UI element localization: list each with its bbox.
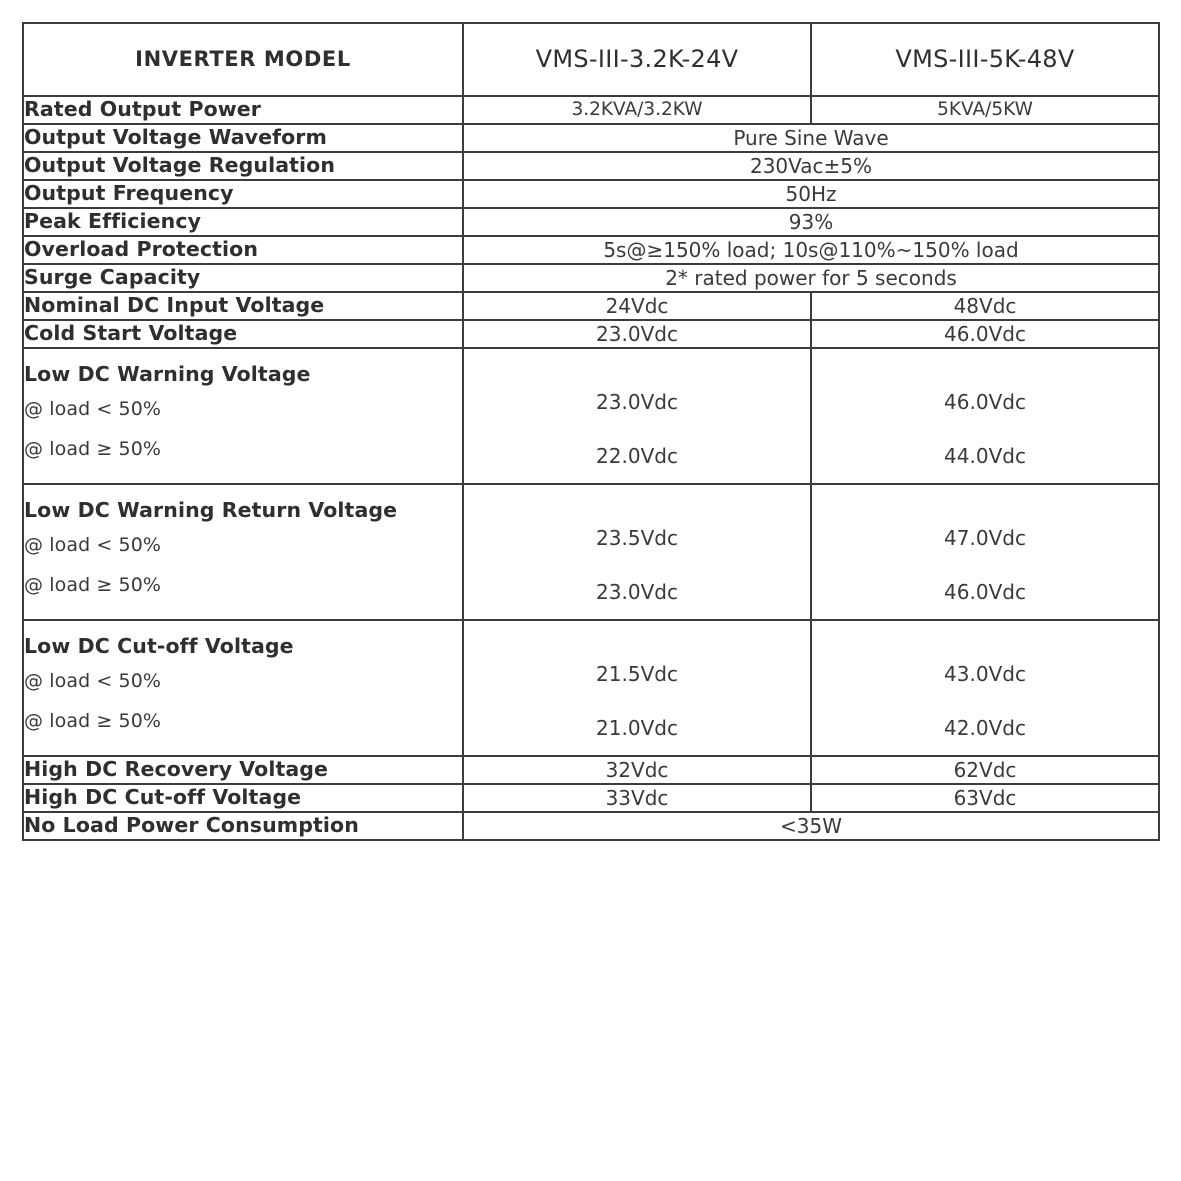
row-label: Rated Output Power [23, 96, 463, 124]
row-label: Low DC Warning Return Voltage [24, 497, 398, 522]
row-value-a-2: 21.0Vdc [596, 715, 678, 740]
row-value-a: 23.0Vdc [463, 320, 811, 348]
row-label: No Load Power Consumption [23, 812, 463, 840]
row-condition-2: @ load ≥ 50% [24, 574, 162, 597]
table-row [23, 812, 1159, 840]
row-value-span: 230Vac±5% [463, 152, 1159, 180]
row-value-b-2: 46.0Vdc [944, 579, 1026, 604]
row-label: Low DC Cut-off Voltage [24, 633, 294, 658]
row-value-span: 2* rated power for 5 seconds [463, 264, 1159, 292]
column-header-model-b: VMS-III-5K-48V [811, 23, 1159, 96]
table-row [23, 320, 1159, 348]
row-value-span: 50Hz [463, 180, 1159, 208]
row-value-b-1: 43.0Vdc [944, 661, 1026, 686]
row-value-b-2: 44.0Vdc [944, 443, 1026, 468]
table-row-group [23, 484, 1159, 620]
row-value-b: 5KVA/5KW [811, 96, 1159, 124]
row-label-group [23, 484, 463, 620]
row-value-a: 3.2KVA/3.2KW [463, 96, 811, 124]
row-value-a-group [463, 348, 811, 484]
row-value-b: 46.0Vdc [811, 320, 1159, 348]
table-row [23, 756, 1159, 784]
row-value-b: 48Vdc [811, 292, 1159, 320]
row-value-a-group [463, 620, 811, 756]
row-condition-1: @ load < 50% [24, 534, 162, 557]
table-row [23, 236, 1159, 264]
row-value-span: 5s@≥150% load; 10s@110%~150% load [463, 236, 1159, 264]
row-value-b-2: 42.0Vdc [944, 715, 1026, 740]
table-row-group [23, 348, 1159, 484]
row-value-a-2: 22.0Vdc [596, 443, 678, 468]
row-label: Output Voltage Regulation [23, 152, 463, 180]
row-value-span: 93% [463, 208, 1159, 236]
row-value-b: 63Vdc [811, 784, 1159, 812]
inverter-spec-table [22, 22, 1160, 841]
row-label: Overload Protection [23, 236, 463, 264]
row-value-a-2: 23.0Vdc [596, 579, 678, 604]
row-value-b-1: 46.0Vdc [944, 389, 1026, 414]
table-row [23, 784, 1159, 812]
row-label: Nominal DC Input Voltage [23, 292, 463, 320]
table-row-group [23, 620, 1159, 756]
table-row [23, 292, 1159, 320]
row-value-b-group [811, 484, 1159, 620]
row-condition-2: @ load ≥ 50% [24, 710, 162, 733]
column-header-model: INVERTER MODEL [23, 23, 463, 96]
row-value-span: Pure Sine Wave [463, 124, 1159, 152]
row-label: Surge Capacity [23, 264, 463, 292]
row-label: Output Frequency [23, 180, 463, 208]
table-row [23, 264, 1159, 292]
row-value-a: 24Vdc [463, 292, 811, 320]
row-value-a-group [463, 484, 811, 620]
row-value-b-1: 47.0Vdc [944, 525, 1026, 550]
row-value-a: 33Vdc [463, 784, 811, 812]
row-value-a-1: 23.5Vdc [596, 525, 678, 550]
row-value-b-group [811, 620, 1159, 756]
table-header-row [23, 23, 1159, 96]
column-header-model-a: VMS-III-3.2K-24V [463, 23, 811, 96]
row-value-a: 32Vdc [463, 756, 811, 784]
row-value-span: <35W [463, 812, 1159, 840]
table-row [23, 152, 1159, 180]
row-label-group [23, 620, 463, 756]
table-row [23, 208, 1159, 236]
row-value-a-1: 21.5Vdc [596, 661, 678, 686]
row-label: High DC Recovery Voltage [23, 756, 463, 784]
row-condition-1: @ load < 50% [24, 398, 162, 421]
row-value-b-group [811, 348, 1159, 484]
row-value-a-1: 23.0Vdc [596, 389, 678, 414]
row-value-b: 62Vdc [811, 756, 1159, 784]
table-row [23, 180, 1159, 208]
row-label: High DC Cut-off Voltage [23, 784, 463, 812]
table-row [23, 96, 1159, 124]
row-condition-1: @ load < 50% [24, 670, 162, 693]
row-condition-2: @ load ≥ 50% [24, 438, 162, 461]
table-row [23, 124, 1159, 152]
row-label: Cold Start Voltage [23, 320, 463, 348]
row-label: Output Voltage Waveform [23, 124, 463, 152]
row-label: Peak Efficiency [23, 208, 463, 236]
row-label: Low DC Warning Voltage [24, 361, 311, 386]
row-label-group [23, 348, 463, 484]
